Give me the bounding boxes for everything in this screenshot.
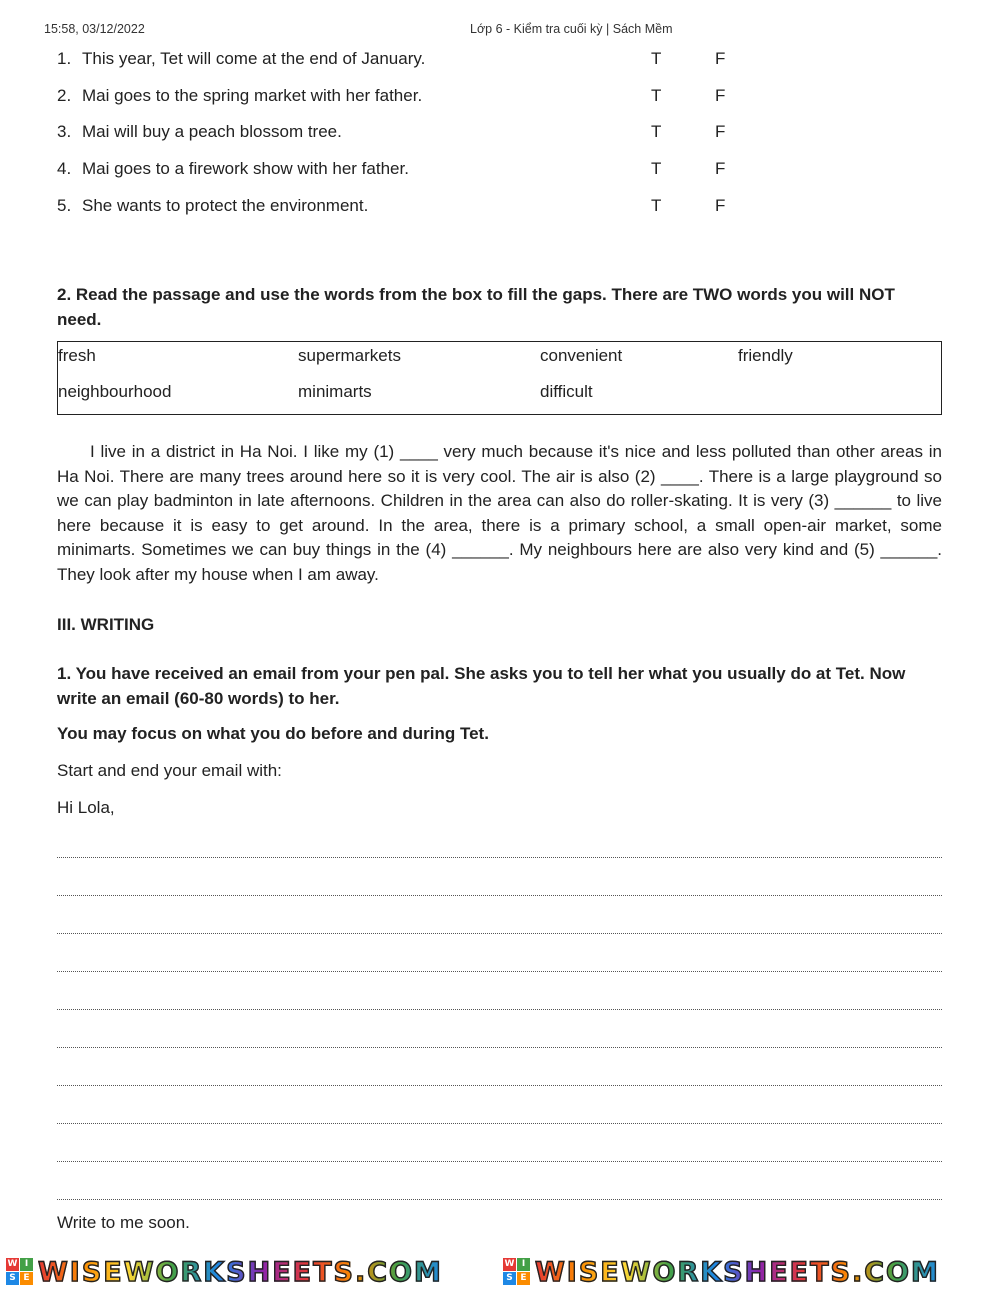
false-option: F [715,159,726,178]
answer-line[interactable] [57,971,942,972]
answer-line[interactable] [57,857,942,858]
answer-line[interactable] [57,1009,942,1010]
statement-text: She wants to protect the environment. [82,196,369,215]
true-option: T [651,49,662,68]
watermark-text: WISEWORKSHEETS.COM [535,1256,940,1288]
word-box-item: fresh [58,346,96,365]
answer-line[interactable] [57,933,942,934]
logo-icon: W I S E [6,1258,34,1286]
task2-instruction: 2. Read the passage and use the words from the box to fill the gaps. There are TWO words you will NOT need. [57,285,895,329]
statement-text: Mai will buy a peach blossom tree. [82,122,342,141]
answer-line[interactable] [57,1199,942,1200]
answer-line[interactable] [57,1047,942,1048]
print-datetime: 15:58, 03/12/2022 [44,22,145,36]
false-option: F [715,196,726,215]
answer-line[interactable] [57,1085,942,1086]
answer-line[interactable] [57,1123,942,1124]
list-item [57,196,757,218]
word-box [57,341,942,415]
logo-icon: W I S E [503,1258,531,1286]
writing-start-end-note: Start and end your email with: [57,761,282,780]
word-box-item: friendly [738,346,793,365]
false-option: F [715,86,726,105]
statement-text: Mai goes to the spring market with her father. [82,86,423,105]
list-item [57,49,757,71]
item-number: 5. [57,196,72,215]
document-title: Lớp 6 - Kiểm tra cuối kỳ | Sách Mềm [470,22,673,36]
item-number: 3. [57,122,72,141]
word-box-item: minimarts [298,382,372,401]
false-option: F [715,49,726,68]
word-box-item: supermarkets [298,346,401,365]
word-box-item: neighbourhood [58,382,172,401]
answer-line[interactable] [57,895,942,896]
writing-focus: You may focus on what you do before and during Tet. [57,724,489,743]
true-option: T [651,122,662,141]
word-box-item: convenient [540,346,623,365]
section-title: III. WRITING [57,615,155,634]
statement-text: Mai goes to a firework show with her father. [82,159,409,178]
watermark [503,1255,940,1289]
false-option: F [715,122,726,141]
statement-text: This year, Tet will come at the end of January. [82,49,426,68]
item-number: 4. [57,159,72,178]
true-option: T [651,159,662,178]
list-item [57,159,757,181]
email-greeting: Hi Lola, [57,798,115,817]
reading-passage: I live in a district in Ha Noi. I like my (1) ____ very much because it's nice and less polluted than other areas in Ha Noi. There are many trees around here so it is very cool. The air is also (2) ____. There is a large playground so we can play badminton in late afternoons. Children in the area can also do roller-skating. It is very (3) ______ to live here because it is easy to get around. In the area, there is a primary school, a small open-air market, some minimarts. Sometimes we can buy things in the (4) ______. My neighbours here are also very kind and (5) ______. They look after my house when I am away. [57,442,942,584]
answer-line[interactable] [57,1161,942,1162]
item-number: 2. [57,86,72,105]
item-number: 1. [57,49,72,68]
writing-task: 1. You have received an email from your pen pal. She asks you to tell her what you usually do at Tet. Now write an email (60-80 words) to her. [57,664,906,708]
watermark-text: WISEWORKSHEETS.COM [38,1256,443,1288]
true-option: T [651,86,662,105]
watermark [6,1255,443,1289]
email-closing: Write to me soon. [57,1213,190,1232]
list-item [57,122,757,144]
list-item [57,86,757,108]
word-box-item: difficult [540,382,593,401]
true-option: T [651,196,662,215]
watermark-banner [0,1252,1000,1291]
